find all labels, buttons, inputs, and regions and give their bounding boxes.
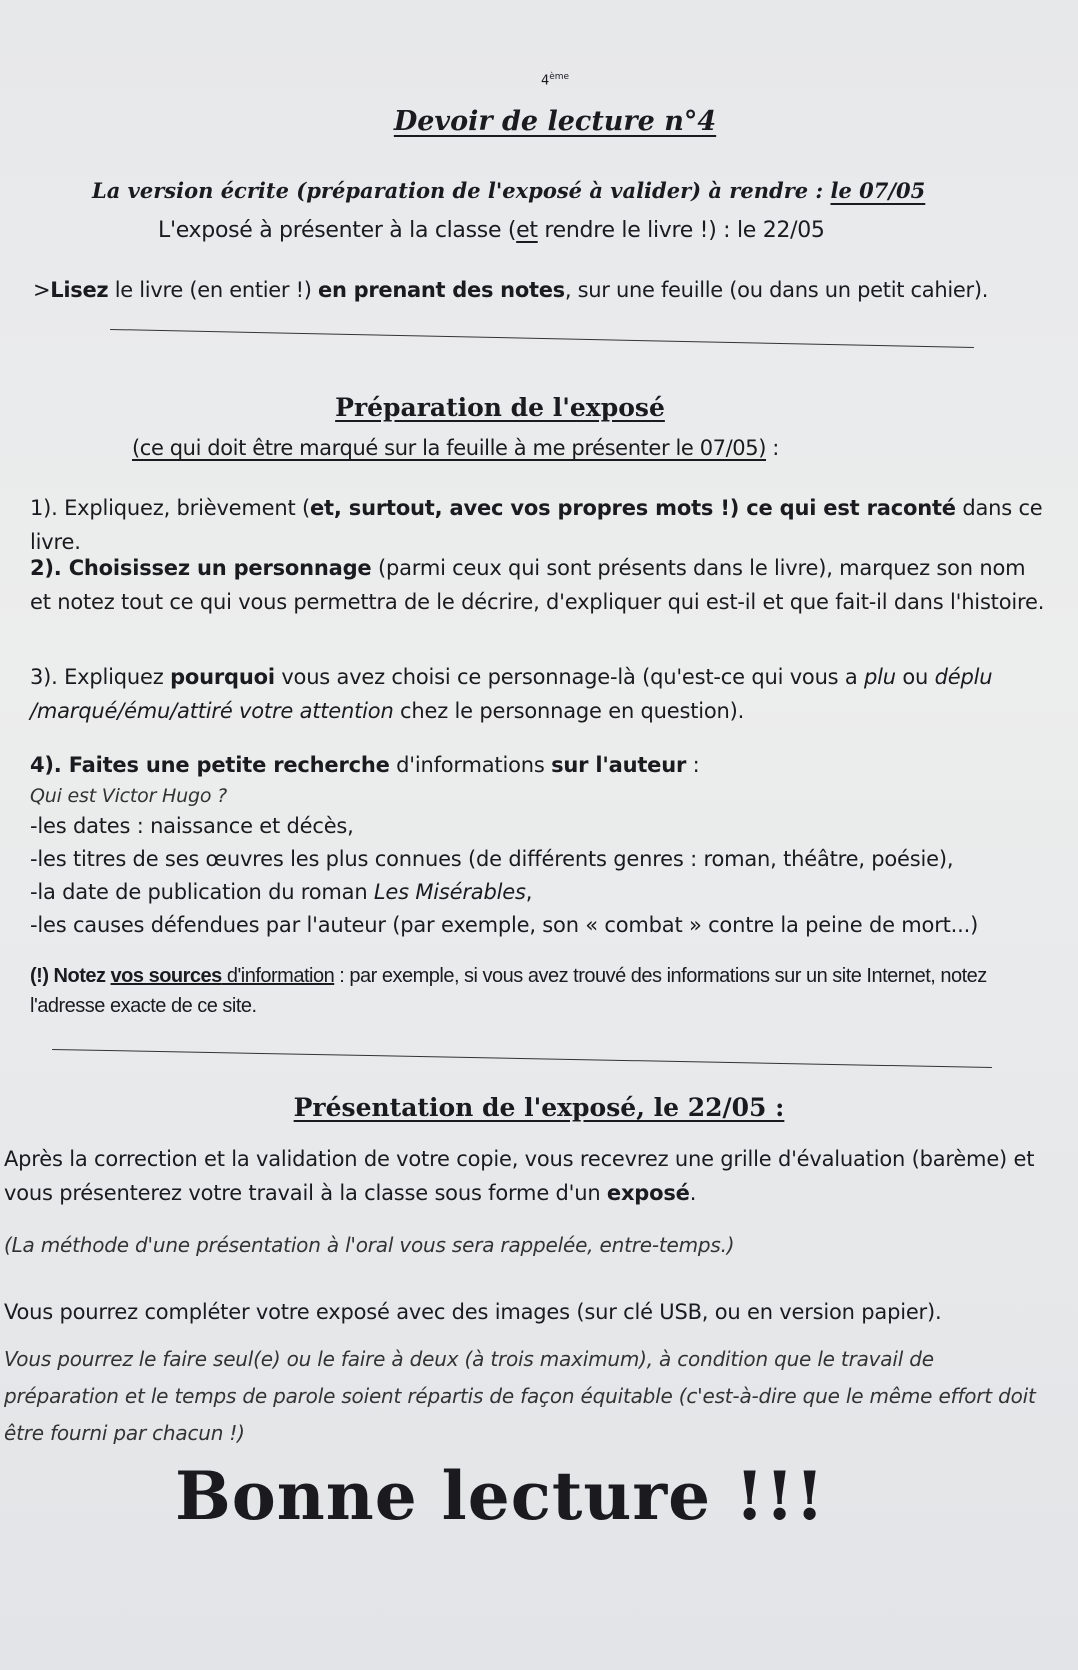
separator-line xyxy=(52,1049,992,1068)
section-heading-presentation: Présentation de l'exposé, le 22/05 : xyxy=(293,1093,785,1122)
question-4 xyxy=(30,748,1050,942)
grade-level: 4ème xyxy=(540,72,570,89)
presentation-paragraph-2: (La méthode d'une présentation à l'oral vous sera rappelée, entre-temps.) xyxy=(4,1233,735,1257)
deadline-written-date: le 07/05 xyxy=(830,178,926,203)
question-4-title: 4). Faites une petite recherche d'informations sur l'auteur : xyxy=(30,753,700,777)
presentation-paragraph-3: Vous pourrez compléter votre exposé avec des images (sur clé USB, ou en version papier). xyxy=(4,1300,942,1324)
list-item: -les dates : naissance et décès, xyxy=(30,814,354,838)
deadline-oral: L'exposé à présenter à la classe (et rendre le livre !) : le 22/05 xyxy=(158,218,825,243)
list-item: -la date de publication du roman Les Misérables, xyxy=(30,880,533,904)
question-2: 2). Choisissez un personnage (parmi ceux qui sont présents dans le livre), marquez son nom et notez tout ce qui vous permettra de le décrire, d'expliquer qui est-il et que fait-il dans l'histoire. xyxy=(30,556,1045,614)
list-item: -les titres de ses œuvres les plus connues (de différents genres : roman, théâtre, poésie), xyxy=(30,847,954,871)
presentation-paragraph-4: Vous pourrez le faire seul(e) ou le faire à deux (à trois maximum), à condition que le travail de préparation et le temps de parole soient répartis de façon équitable (c'est-à-dire que le même effort doit être fourni par chacun !) xyxy=(4,1347,1036,1445)
deadline-written: La version écrite (préparation de l'exposé à valider) à rendre : le 07/05 xyxy=(92,178,926,203)
section-heading-preparation: Préparation de l'exposé xyxy=(335,393,665,422)
section-subheading-preparation: (ce qui doit être marqué sur la feuille à me présenter le 07/05) : xyxy=(132,436,779,460)
closing-message: Bonne lecture !!! xyxy=(174,1457,826,1535)
sources-note: (!) Notez vos sources d'information : par exemple, si vous avez trouvé des informations sur un site Internet, notez l'adresse exacte de ce site. xyxy=(30,965,987,1017)
question-3: 3). Expliquez pourquoi vous avez choisi ce personnage-là (qu'est-ce qui vous a plu ou déplu /marqué/ému/attiré votre attention chez le personnage en question). xyxy=(30,665,993,723)
question-1: 1). Expliquez, brièvement (et, surtout, avec vos propres mots !) ce qui est raconté dans ce livre. xyxy=(30,496,1043,554)
author-question: Qui est Victor Hugo ? xyxy=(30,785,227,807)
separator-line xyxy=(110,329,974,348)
list-item: -les causes défendues par l'auteur (par exemple, son « combat » contre la peine de mort...) xyxy=(30,913,979,937)
page-title: Devoir de lecture n°4 xyxy=(393,106,717,137)
presentation-paragraph-1: Après la correction et la validation de votre copie, vous recevrez une grille d'évaluation (barème) et vous présenterez votre travail à la classe sous forme d'un exposé. xyxy=(4,1147,1035,1205)
reading-instruction: >Lisez le livre (en entier !) en prenant des notes, sur une feuille (ou dans un petit cahier). xyxy=(33,278,989,302)
